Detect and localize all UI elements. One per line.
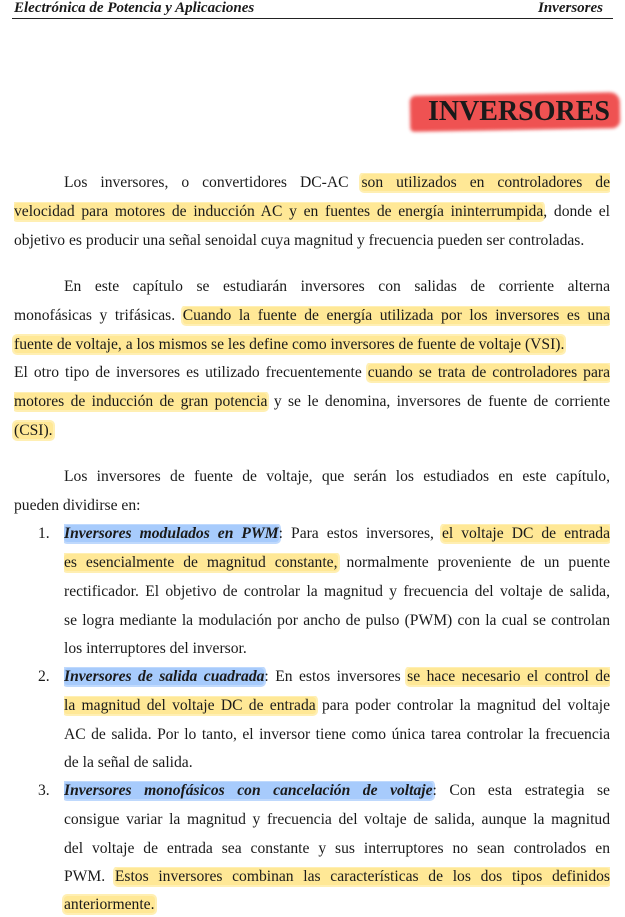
list-item-3-number: 3. <box>38 782 50 799</box>
paragraph-2-line-1: En este capítulo se estudiarán inversores con salidas de corriente alterna <box>64 278 610 295</box>
list-item-3-line-5 <box>64 895 610 915</box>
paragraph-1-line-1: Los inversores, o convertidores DC-AC son utilizados en controladores de <box>64 174 610 191</box>
list-item-1-line-4: se logra mediante la modulación por ancho de pulso (PWM) con la cual se controlan <box>64 612 610 629</box>
list-item-2-line-3: AC de salida. Por lo tanto, el inversor tiene como única tarea controlar la frecuencia <box>64 726 610 743</box>
list-item-2-line-2: la magnitud del voltaje DC de entrada para poder controlar la magnitud del voltaje <box>64 697 610 714</box>
highlight: Cuando la fuente de energía utilizada por los inversores es una <box>182 307 610 324</box>
list-item-3-line-1: Inversores monofásicos con cancelación de voltaje: Con esta estrategia se <box>64 782 610 799</box>
paragraph-2-line-4: El otro tipo de inversores es utilizado frecuentemente cuando se trata de controladores para <box>14 364 610 381</box>
highlight: motores de inducción de gran potencia <box>14 393 268 410</box>
paragraph-1-line-3: objetivo es producir una señal senoidal cuya magnitud y frecuencia pueden ser controladas. <box>14 232 585 249</box>
chapter-title: INVERSORES <box>427 96 610 127</box>
header-chapter-title: Inversores <box>537 0 603 16</box>
paragraph-1-line-2: velocidad para motores de inducción AC y en fuentes de energía ininterrumpida, donde el <box>14 203 610 220</box>
paragraph-2-line-5: motores de inducción de gran potencia y se le denomina, inversores de fuente de corriente <box>14 393 610 410</box>
highlight: cuando se trata de controladores para <box>367 364 610 381</box>
highlight: Estos inversores combinan las características de los dos tipos definidos <box>114 868 610 885</box>
highlight: velocidad para motores de inducción AC y en fuentes de energía ininterrumpida <box>14 203 544 220</box>
list-item-1-line-5: los interruptores del inversor. <box>64 640 247 657</box>
list-item-3-line-4: PWM. Estos inversores combinan las características de los dos tipos definidos <box>64 868 610 885</box>
item-term: Inversores de salida cuadrada <box>64 668 265 685</box>
list-item-2-line-4: de la señal de salida. <box>64 754 193 771</box>
list-item-1-line-3: rectificador. El objetivo de controlar la magnitud y frecuencia del voltaje de salida, <box>64 583 610 600</box>
paragraph-3-line-2: pueden dividirse en: <box>14 497 141 514</box>
list-item-1-line-1: Inversores modulados en PWM: Para estos inversores, el voltaje DC de entrada <box>64 525 610 542</box>
list-item-2-line-1: Inversores de salida cuadrada: En estos inversores se hace necesario el control de <box>64 668 610 685</box>
list-item-1-line-2: es esencialmente de magnitud constante, normalmente proveniente de un puente <box>64 554 610 571</box>
paragraph-2-line-2: monofásicas y trifásicas. Cuando la fuente de energía utilizada por los inversores es una <box>14 307 610 324</box>
highlight: se hace necesario el control de <box>407 668 610 685</box>
list-item-3-line-2: consigue variar la magnitud y frecuencia del voltaje de salida, aunque la magnitud <box>64 811 610 828</box>
paragraph-3-line-1: Los inversores de fuente de voltaje, que serán los estudiados en este capítulo, <box>64 468 610 485</box>
header-book-title: Electrónica de Potencia y Aplicaciones <box>14 0 255 16</box>
list-item-2-number: 2. <box>38 668 50 685</box>
highlight: (CSI). <box>14 422 53 439</box>
highlight: la magnitud del voltaje DC de entrada <box>64 697 316 714</box>
highlight: fuente de voltaje, a los mismos se les define como inversores de fuente de voltaje (VSI). <box>14 336 565 353</box>
highlight: son utilizados en controladores de <box>361 174 610 191</box>
item-term: Inversores monofásicos con cancelación de voltaje <box>64 782 433 799</box>
paragraph-2-line-3 <box>14 335 610 355</box>
highlight: anteriormente. <box>64 896 155 913</box>
item-term: Inversores modulados en PWM <box>64 525 279 542</box>
highlight: es esencialmente de magnitud constante, <box>64 554 338 571</box>
highlight: el voltaje DC de entrada <box>441 525 610 542</box>
list-item-1-number: 1. <box>38 525 50 542</box>
list-item-3-line-3: del voltaje de entrada sea constante y sus interruptores no sean controlados en <box>64 840 610 857</box>
running-header <box>12 0 613 19</box>
paragraph-2-line-6 <box>14 421 610 441</box>
